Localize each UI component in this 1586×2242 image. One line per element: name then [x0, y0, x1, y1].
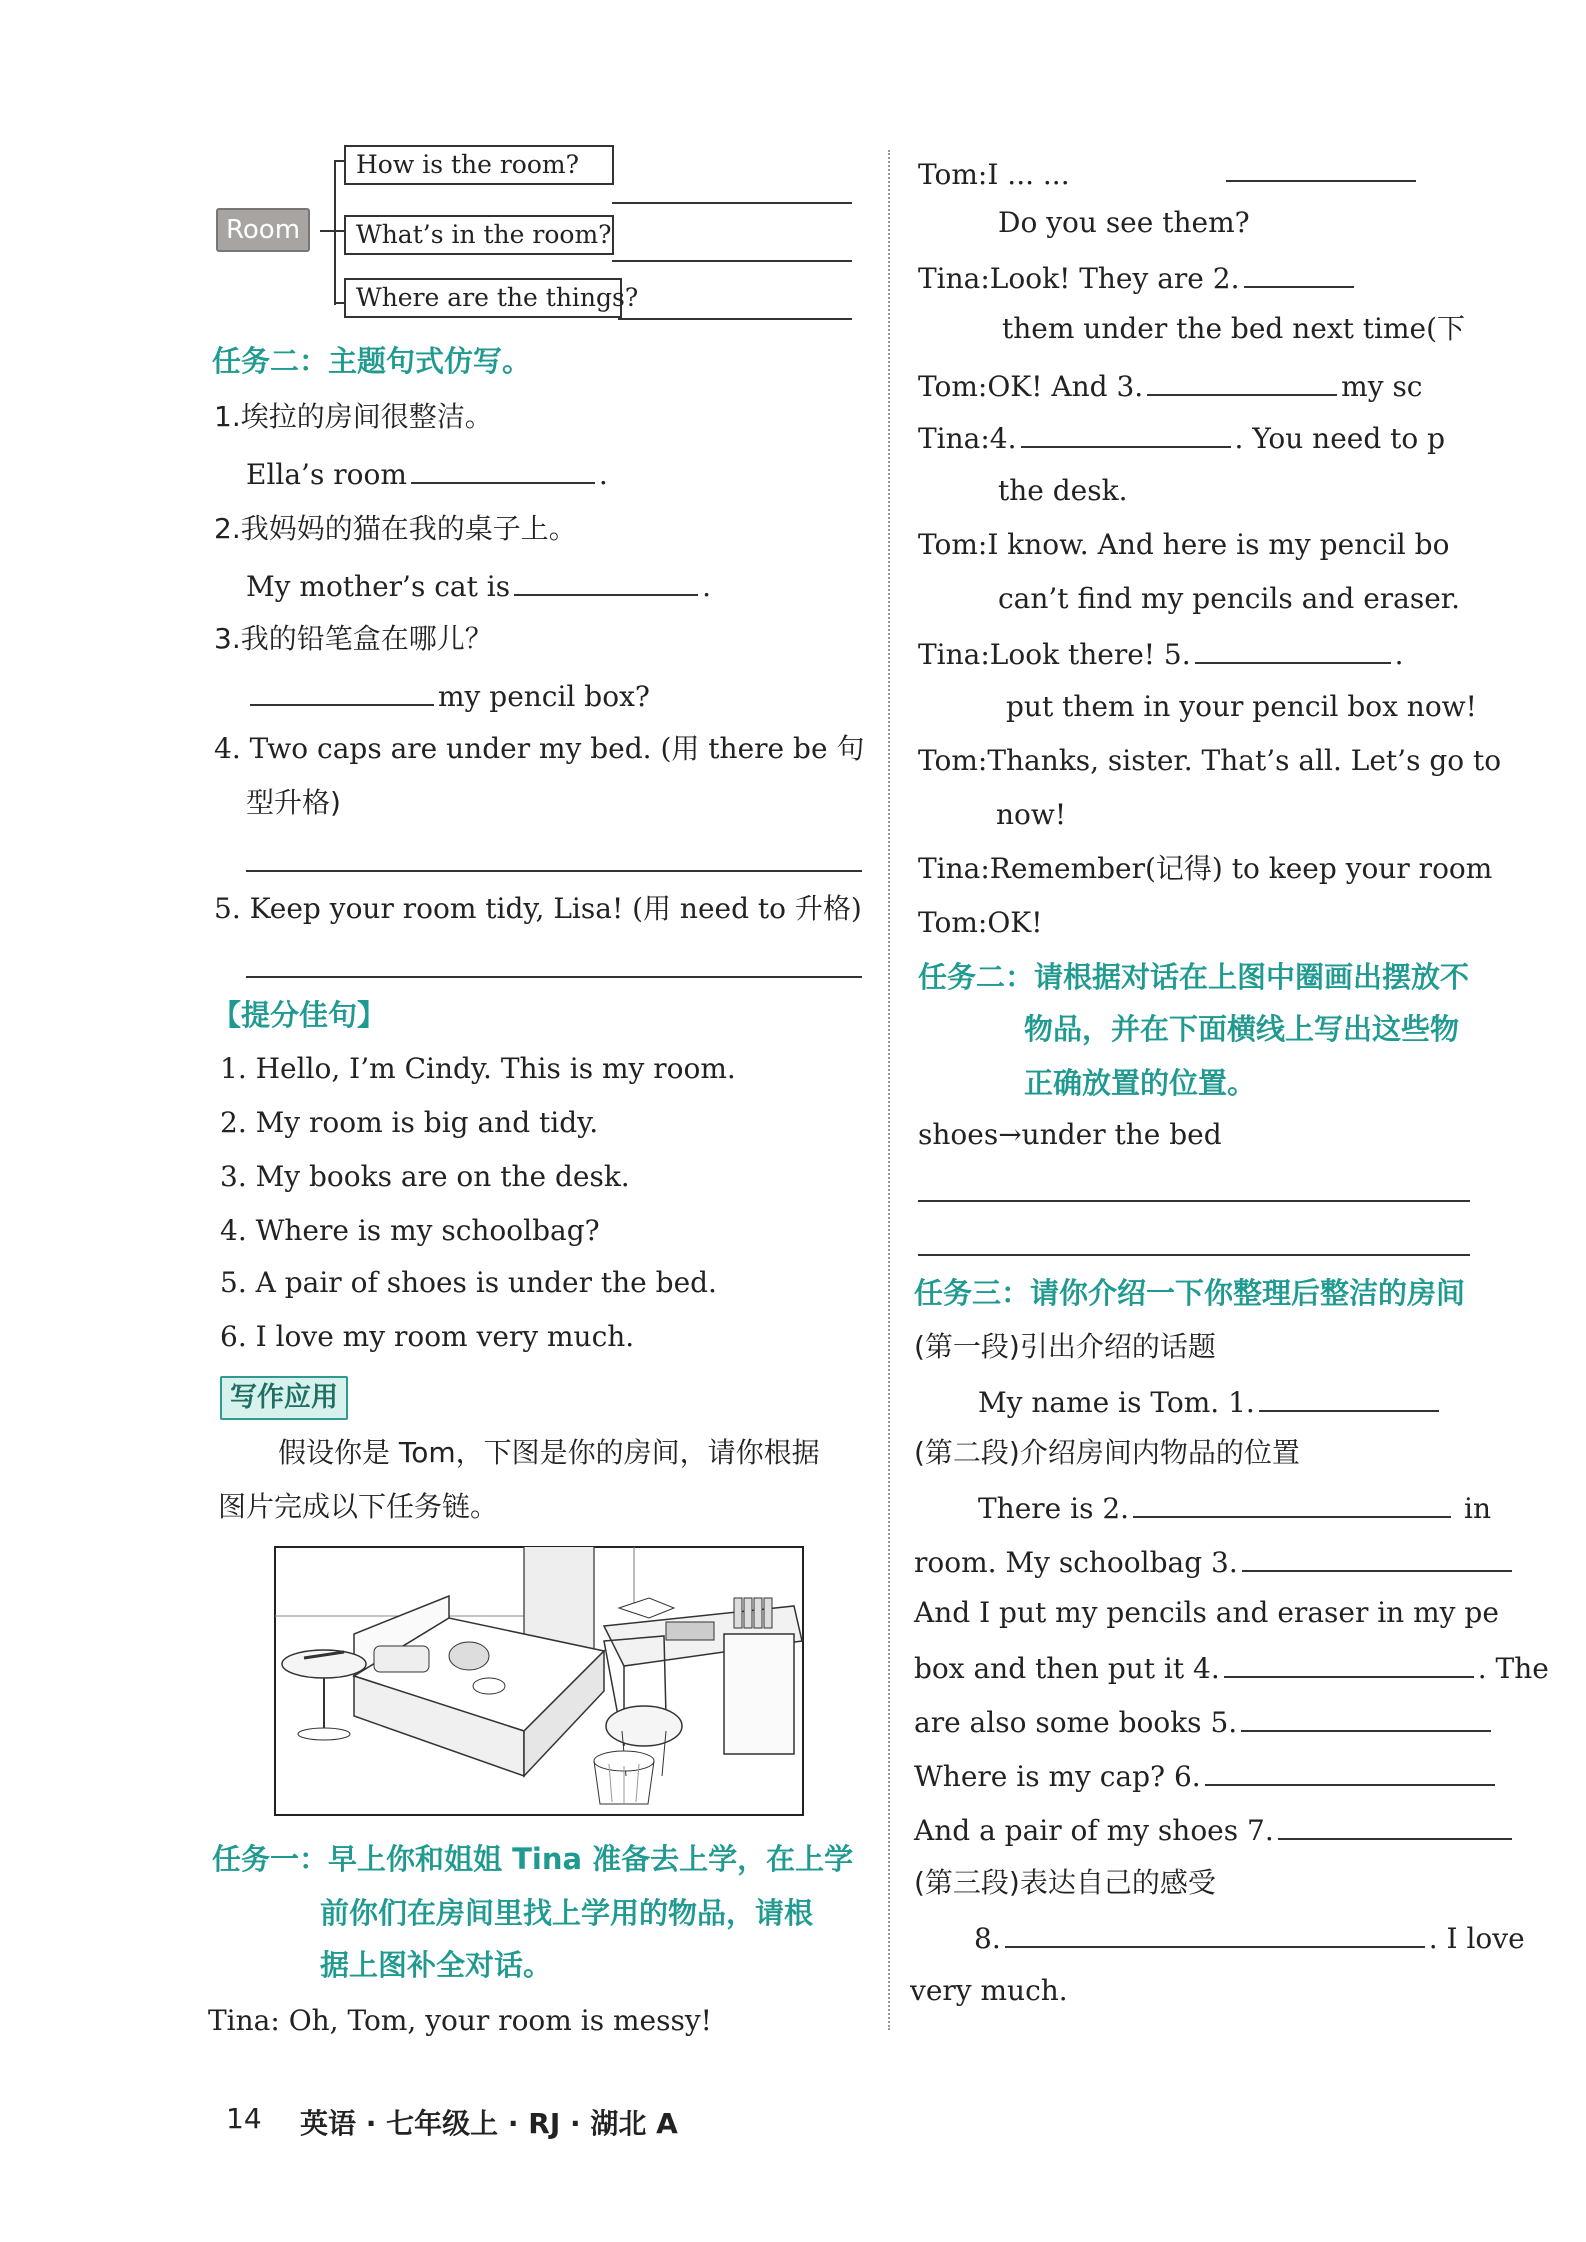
room-drawing [274, 1546, 804, 1816]
dialog-line-9: Tina:Look there! 5. . [918, 638, 1404, 671]
dialog-line-2: Tina:Look! They are 2. [918, 260, 1358, 296]
task3-line9: 8. . I love [974, 1922, 1525, 1955]
task2-item3-en: my pencil box? [246, 678, 650, 714]
task3-line1: My name is Tom. 1. [978, 1384, 1443, 1420]
mindmap-connector [320, 230, 334, 232]
task3-line10: very much. [910, 1974, 1068, 2007]
page-number: 14 [226, 2102, 262, 2135]
answer-blank[interactable] [1244, 260, 1354, 288]
mindmap-answer-line-3[interactable] [618, 318, 852, 320]
task2-item5: 5. Keep your room tidy, Lisa! (用 need to 升格) [214, 892, 862, 925]
answer-blank[interactable] [1241, 1704, 1491, 1732]
task2b-line-1: 任务二：请根据对话在上图中圈画出摆放不 [918, 960, 1470, 994]
task3-para3: (第三段)表达自己的感受 [914, 1866, 1216, 1899]
task2-item5-answer-line[interactable] [246, 976, 862, 978]
dialog-line-1: Do you see them? [998, 206, 1250, 239]
tip-item: 2. My room is big and tidy. [220, 1106, 599, 1139]
task2-item1-cn: 1.埃拉的房间很整洁。 [214, 400, 493, 433]
room-illustration [274, 1546, 804, 1816]
writing-intro-2: 图片完成以下任务链。 [218, 1490, 499, 1523]
tip-item: 1. Hello, I’m Cindy. This is my room. [220, 1052, 736, 1085]
task3-heading: 任务三：请你介绍一下你整理后整洁的房间 [914, 1276, 1466, 1310]
task2b-answer-line-2[interactable] [918, 1254, 1470, 1256]
task2-heading: 任务二：主题句式仿写。 [212, 344, 532, 378]
task3-line2: There is 2. in [978, 1492, 1491, 1525]
task3-para1: (第一段)引出介绍的话题 [914, 1330, 1216, 1363]
mindmap-branch-2: What’s in the room? [344, 215, 614, 255]
answer-blank[interactable] [250, 678, 434, 706]
task2b-line-3: 正确放置的位置。 [1024, 1066, 1257, 1100]
answer-blank[interactable] [411, 456, 595, 484]
writing-tag: 写作应用 [220, 1376, 348, 1420]
task3-line6: are also some books 5. [914, 1704, 1495, 1740]
dialog-line-10: put them in your pencil box now! [1006, 690, 1477, 723]
answer-blank[interactable] [1195, 636, 1391, 664]
task2-item4-answer-line[interactable] [246, 870, 862, 872]
mindmap-branch-1: How is the room? [344, 145, 614, 185]
task2-item2-en: My mother’s cat is . [246, 570, 711, 603]
task3-para2: (第二段)介绍房间内物品的位置 [914, 1436, 1300, 1469]
answer-blank[interactable] [1224, 1650, 1474, 1678]
task2b-example: shoes→under the bed [918, 1118, 1222, 1151]
tip-item: 6. I love my room very much. [220, 1320, 635, 1353]
task1-line-1: 任务一：早上你和姐姐 Tina 准备去上学，在上学 [212, 1842, 854, 1876]
dialog-line-4: Tom:OK! And 3. my sc [918, 370, 1423, 403]
answer-blank[interactable] [1133, 1490, 1451, 1518]
task3-line3: room. My schoolbag 3. [914, 1544, 1516, 1580]
task2-item2-cn: 2.我妈妈的猫在我的桌子上。 [214, 512, 577, 545]
answer-blank[interactable] [1021, 420, 1231, 448]
dialog-line-12: now! [996, 798, 1067, 831]
mindmap-branch-3: Where are the things? [344, 278, 622, 318]
mindmap-root: Room [216, 208, 310, 252]
dialog-line-14: Tom:OK! [918, 906, 1043, 939]
column-divider [888, 150, 890, 2030]
task3-line7: Where is my cap? 6. [914, 1758, 1499, 1794]
dialog-line-3: them under the bed next time(下 [1002, 312, 1466, 345]
task1-line-3: 据上图补全对话。 [320, 1948, 553, 1982]
task2-item3-cn: 3.我的铅笔盒在哪儿？ [214, 622, 493, 655]
task2b-line-2: 物品，并在下面横线上写出这些物 [1024, 1012, 1460, 1046]
task2b-answer-line-1[interactable] [918, 1200, 1470, 1202]
task3-line8: And a pair of my shoes 7. [914, 1812, 1516, 1848]
mindmap-answer-line-1[interactable] [612, 202, 852, 204]
answer-blank[interactable] [1242, 1544, 1512, 1572]
dialog-line-8: can’t find my pencils and eraser. [998, 582, 1460, 615]
task1-line-2: 前你们在房间里找上学用的物品，请根 [320, 1896, 814, 1930]
dialog-line-7: Tom:I know. And here is my pencil bo [918, 528, 1450, 561]
task3-line5: box and then put it 4. . The [914, 1652, 1549, 1685]
dialog-line-6: the desk. [998, 474, 1128, 507]
answer-blank[interactable] [1147, 368, 1337, 396]
dialog-line-13: Tina:Remember(记得) to keep your room [918, 852, 1493, 885]
answer-blank[interactable] [1278, 1812, 1512, 1840]
answer-blank[interactable] [1259, 1384, 1439, 1412]
tips-heading: 【提分佳句】 [212, 998, 387, 1032]
dialog-first-line: Tina: Oh, Tom, your room is messy! [208, 2004, 712, 2037]
tip-item: 3. My books are on the desk. [220, 1160, 630, 1193]
mindmap-answer-line-2[interactable] [612, 260, 852, 262]
tip-item: 4. Where is my schoolbag? [220, 1214, 600, 1247]
answer-blank[interactable] [1005, 1920, 1425, 1948]
task2-item4: 4. Two caps are under my bed. (用 there be 句 [214, 732, 865, 765]
dialog-line-5: Tina:4. . You need to p [918, 422, 1446, 455]
dialog-line-0: Tom:I ... ... [918, 158, 1070, 191]
book-info: 英语 · 七年级上 · RJ · 湖北 A [300, 2107, 678, 2140]
task2-item1-en: Ella’s room . [246, 458, 608, 491]
answer-blank[interactable] [514, 568, 698, 596]
task3-line4: And I put my pencils and eraser in my pe [914, 1596, 1499, 1629]
task2-item4-line2: 型升格) [246, 786, 341, 819]
mindmap-bracket [334, 160, 336, 305]
writing-intro-1: 假设你是 Tom，下图是你的房间，请你根据 [278, 1436, 820, 1469]
dialog-blank-1[interactable] [1226, 180, 1416, 182]
tip-item: 5. A pair of shoes is under the bed. [220, 1266, 717, 1299]
answer-blank[interactable] [1205, 1758, 1495, 1786]
dialog-line-11: Tom:Thanks, sister. That’s all. Let’s go to [918, 744, 1502, 777]
